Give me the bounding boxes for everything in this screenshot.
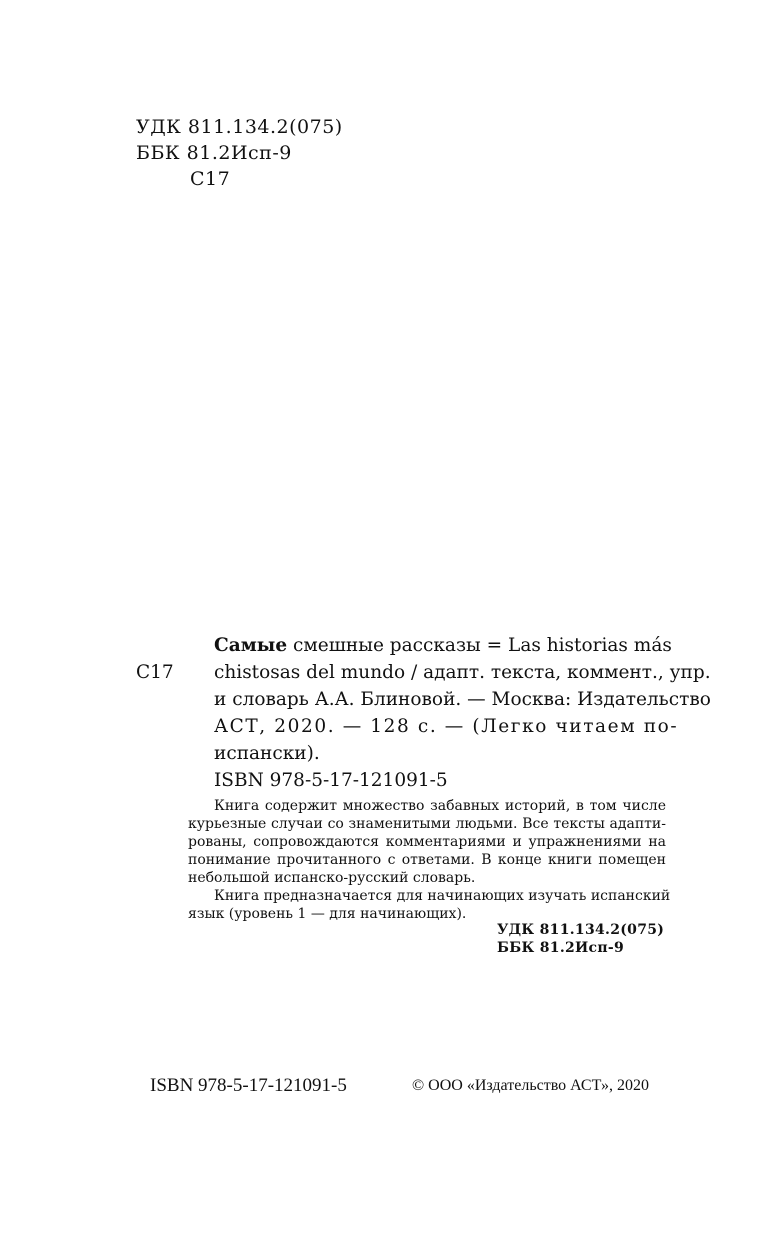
annotation-line-6: Книга предназначается для начинающих изучать испанский <box>214 888 671 904</box>
bib-line-5: испански). <box>214 743 320 764</box>
bbk-code-annotation: ББК 81.2Исп-9 <box>497 940 625 956</box>
title-bold-word: Самые <box>214 635 288 656</box>
annotation-line-5: небольшой испанско-русский словарь. <box>188 870 476 886</box>
udk-code-top: УДК 811.134.2(075) <box>136 116 343 138</box>
bib-line-2: chistosas del mundo / адапт. текста, коммент., упр. <box>214 662 711 683</box>
bbk-code-top: ББК 81.2Исп-9 <box>136 142 292 164</box>
annotation-line-1: Книга содержит множество забавных историй, в том числе <box>214 798 666 814</box>
annotation-line-3: рованы, сопровождаются комментариями и упражнениями на <box>188 834 666 850</box>
author-sign-side: С17 <box>136 662 174 683</box>
annotation <box>188 797 671 923</box>
annotation-line-7: язык (уровень 1 — для начинающих). <box>188 906 467 922</box>
bibliographic-record <box>214 632 711 794</box>
bib-isbn: ISBN 978-5-17-121091-5 <box>214 770 448 791</box>
bib-line-3: и словарь А.А. Блиновой. — Москва: Издательство <box>214 689 711 710</box>
udk-code-annotation: УДК 811.134.2(075) <box>497 922 665 938</box>
author-sign-top: С17 <box>190 168 231 190</box>
footer-copyright: © ООО «Издательство АСТ», 2020 <box>412 1077 649 1094</box>
bib-line-4: АСТ, 2020. — 128 с. — (Легко читаем по- <box>214 716 679 737</box>
bib-line-1 <box>214 632 672 659</box>
title-rest: смешные рассказы = Las historias más <box>287 635 672 656</box>
annotation-line-2: курьезные случаи со знаменитыми людьми. Все тексты адапти- <box>188 816 666 832</box>
annotation-line-4: понимание прочитанного с ответами. В конце книги помещен <box>188 852 666 868</box>
footer-isbn: ISBN 978-5-17-121091-5 <box>150 1075 347 1096</box>
